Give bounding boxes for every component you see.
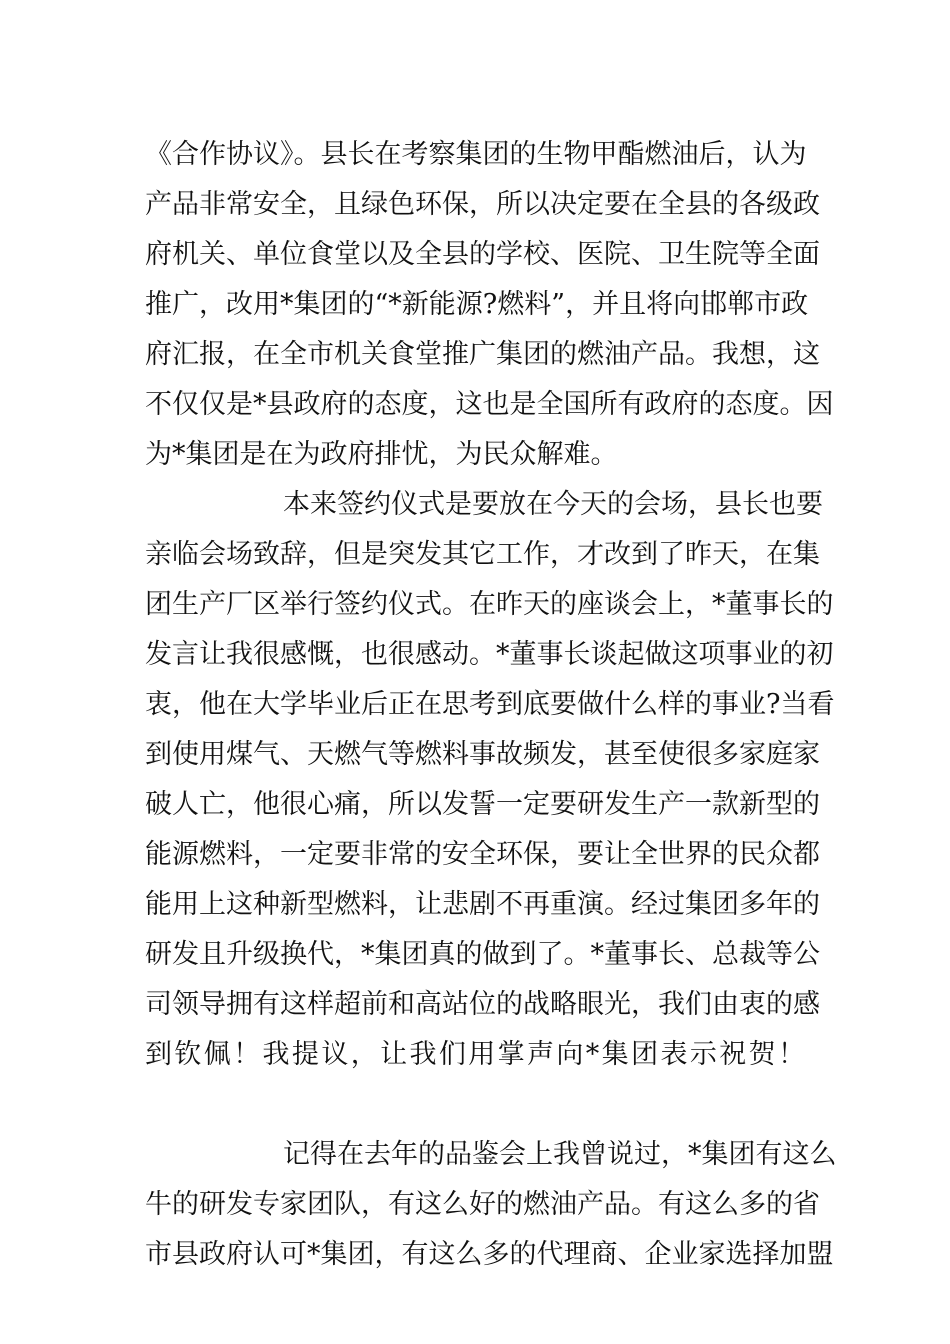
text-line: 不仅仅是*县政府的态度，这也是全国所有政府的态度。因 — [145, 389, 834, 420]
text-line: 推广，改用*集团的“*新能源?燃料”，并且将向邯郸市政 — [145, 289, 809, 320]
text-line: 《合作协议》。县长在考察集团的生物甲酯燃油后，认为 — [145, 139, 807, 170]
text-line: 到钦佩！我提议，让我们用掌声向*集团表示祝贺！ — [145, 1039, 805, 1070]
text-line — [145, 1087, 805, 1123]
text-line: 本来签约仪式是要放在今天的会场，县长也要 — [283, 489, 823, 520]
text-line: 府机关、单位食堂以及全县的学校、医院、卫生院等全面 — [145, 239, 820, 270]
text-line: 发言让我很感慨，也很感动。*董事长谈起做这项事业的初 — [145, 639, 834, 670]
text-line: 能用上这种新型燃料，让悲剧不再重演。经过集团多年的 — [145, 889, 820, 920]
text-line: 能源燃料，一定要非常的安全环保，要让全世界的民众都 — [145, 839, 820, 870]
text-line: 衷，他在大学毕业后正在思考到底要做什么样的事业?当看 — [145, 689, 835, 720]
text-line: 亲临会场致辞，但是突发其它工作，才改到了昨天，在集 — [145, 539, 820, 570]
text-line: 为*集团是在为政府排忧，为民众解难。 — [145, 439, 618, 470]
text-line: 记得在去年的品鉴会上我曾说过，*集团有这么 — [283, 1139, 837, 1170]
text-line: 牛的研发专家团队，有这么好的燃油产品。有这么多的省 — [145, 1189, 820, 1220]
text-line: 破人亡，他很心痛，所以发誓一定要研发生产一款新型的 — [145, 789, 820, 820]
text-line: 市县政府认可*集团，有这么多的代理商、企业家选择加盟 — [145, 1239, 834, 1270]
text-line: 团生产厂区举行签约仪式。在昨天的座谈会上，*董事长的 — [145, 589, 834, 620]
text-line: 到使用煤气、天燃气等燃料事故频发，甚至使很多家庭家 — [145, 739, 820, 770]
text-line: 产品非常安全，且绿色环保，所以决定要在全县的各级政 — [145, 189, 820, 220]
text-line: 司领导拥有这样超前和高站位的战略眼光，我们由衷的感 — [145, 989, 820, 1020]
text-line: 府汇报，在全市机关食堂推广集团的燃油产品。我想，这 — [145, 339, 820, 370]
text-line: 研发且升级换代，*集团真的做到了。*董事长、总裁等公 — [145, 939, 820, 970]
